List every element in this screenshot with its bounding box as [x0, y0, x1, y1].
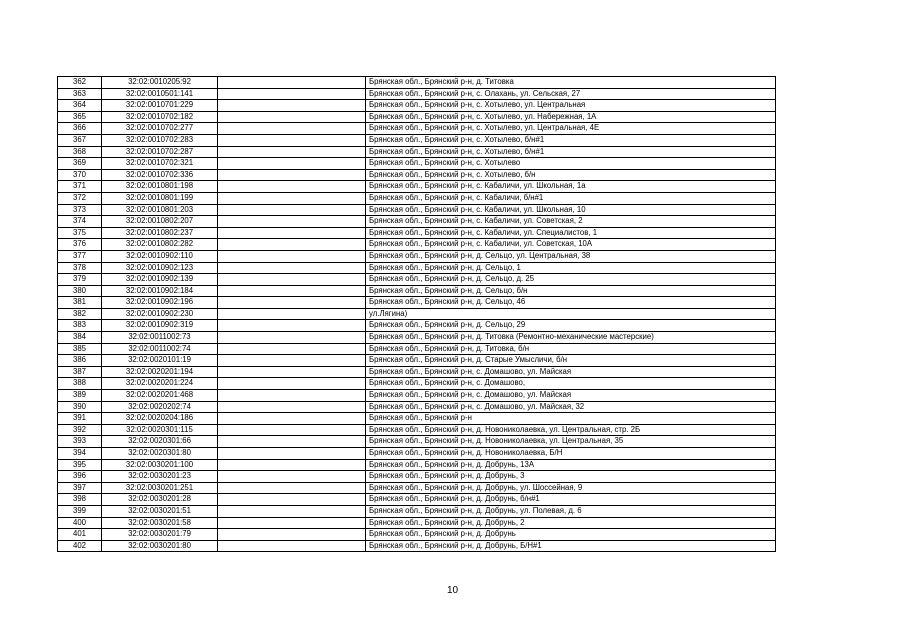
address-cell: Брянская обл., Брянский р-н, д. Сельцо, д. 25: [366, 274, 776, 286]
cadastral-number-cell: 32:02:0010701:229: [102, 100, 218, 112]
table-row: [58, 459, 776, 471]
registry-table: [57, 76, 776, 552]
cadastral-number-cell: 32:02:0030201:51: [102, 505, 218, 517]
table-row: [58, 111, 776, 123]
cadastral-number-cell: 32:02:0010801:199: [102, 192, 218, 204]
table-row: [58, 297, 776, 309]
cadastral-number-cell: 32:02:0010802:282: [102, 239, 218, 251]
address-cell: Брянская обл., Брянский р-н, с. Олахань, ул. Сельская, 27: [366, 88, 776, 100]
empty-cell: [218, 494, 366, 506]
empty-cell: [218, 401, 366, 413]
table-row: [58, 146, 776, 158]
table-row: [58, 192, 776, 204]
row-number-cell: 370: [58, 169, 102, 181]
cadastral-number-cell: 32:02:0010205:92: [102, 77, 218, 89]
row-number-cell: 401: [58, 529, 102, 541]
address-cell: Брянская обл., Брянский р-н, с. Хотылево: [366, 158, 776, 170]
row-number-cell: 378: [58, 262, 102, 274]
address-cell: Брянская обл., Брянский р-н, с. Кабаличи, ул. Специалистов, 1: [366, 227, 776, 239]
address-cell: Брянская обл., Брянский р-н, д. Новониколаевка, Б/Н: [366, 448, 776, 460]
row-number-cell: 362: [58, 77, 102, 89]
address-cell: Брянская обл., Брянский р-н, с. Хотылево, ул. Набережная, 1А: [366, 111, 776, 123]
empty-cell: [218, 332, 366, 344]
cadastral-number-cell: 32:02:0010702:277: [102, 123, 218, 135]
row-number-cell: 387: [58, 366, 102, 378]
row-number-cell: 391: [58, 413, 102, 425]
empty-cell: [218, 181, 366, 193]
empty-cell: [218, 77, 366, 89]
row-number-cell: 381: [58, 297, 102, 309]
table-row: [58, 343, 776, 355]
table-row: [58, 448, 776, 460]
cadastral-number-cell: 32:02:0010501:141: [102, 88, 218, 100]
empty-cell: [218, 413, 366, 425]
table-row: [58, 262, 776, 274]
table-row: [58, 308, 776, 320]
row-number-cell: 400: [58, 517, 102, 529]
address-cell: Брянская обл., Брянский р-н, д. Сельцо, ул. Центральная, 38: [366, 250, 776, 262]
empty-cell: [218, 123, 366, 135]
empty-cell: [218, 436, 366, 448]
row-number-cell: 398: [58, 494, 102, 506]
empty-cell: [218, 540, 366, 552]
address-cell: Брянская обл., Брянский р-н, с. Хотылево, б/н#1: [366, 134, 776, 146]
address-cell: Брянская обл., Брянский р-н, с. Кабаличи, ул. Школьная, 10: [366, 204, 776, 216]
row-number-cell: 384: [58, 332, 102, 344]
empty-cell: [218, 274, 366, 286]
empty-cell: [218, 285, 366, 297]
row-number-cell: 397: [58, 482, 102, 494]
empty-cell: [218, 320, 366, 332]
table-row: [58, 424, 776, 436]
table-row: [58, 123, 776, 135]
empty-cell: [218, 88, 366, 100]
row-number-cell: 399: [58, 505, 102, 517]
cadastral-number-cell: 32:02:0010702:336: [102, 169, 218, 181]
cadastral-number-cell: 32:02:0030201:251: [102, 482, 218, 494]
row-number-cell: 373: [58, 204, 102, 216]
table-row: [58, 529, 776, 541]
row-number-cell: 389: [58, 390, 102, 402]
table-row: [58, 320, 776, 332]
cadastral-number-cell: 32:02:0010902:230: [102, 308, 218, 320]
empty-cell: [218, 529, 366, 541]
row-number-cell: 371: [58, 181, 102, 193]
address-cell: Брянская обл., Брянский р-н, д. Новониколаевка, ул. Центральная, стр. 2Б: [366, 424, 776, 436]
cadastral-number-cell: 32:02:0010702:321: [102, 158, 218, 170]
address-cell: Брянская обл., Брянский р-н, д. Новониколаевка, ул. Центральная, 35: [366, 436, 776, 448]
address-cell: Брянская обл., Брянский р-н, с. Домашово, ул. Майская, 32: [366, 401, 776, 413]
table-row: [58, 482, 776, 494]
table-row: [58, 181, 776, 193]
row-number-cell: 388: [58, 378, 102, 390]
empty-cell: [218, 424, 366, 436]
address-cell: Брянская обл., Брянский р-н, д. Добрунь, 3: [366, 471, 776, 483]
table-row: [58, 413, 776, 425]
address-cell: Брянская обл., Брянский р-н, с. Хотылево, ул. Центральная, 4Е: [366, 123, 776, 135]
row-number-cell: 402: [58, 540, 102, 552]
table-row: [58, 540, 776, 552]
table-row: [58, 158, 776, 170]
cadastral-number-cell: 32:02:0010902:110: [102, 250, 218, 262]
address-cell: ул.Лягина): [366, 308, 776, 320]
address-cell: Брянская обл., Брянский р-н, д. Добрунь, ул. Шоссейная, 9: [366, 482, 776, 494]
empty-cell: [218, 227, 366, 239]
address-cell: Брянская обл., Брянский р-н, д. Добрунь, 13А: [366, 459, 776, 471]
cadastral-number-cell: 32:02:0011002:74: [102, 343, 218, 355]
cadastral-number-cell: 32:02:0010902:319: [102, 320, 218, 332]
empty-cell: [218, 192, 366, 204]
cadastral-number-cell: 32:02:0030201:79: [102, 529, 218, 541]
address-cell: Брянская обл., Брянский р-н, с. Домашово,: [366, 378, 776, 390]
cadastral-number-cell: 32:02:0030201:28: [102, 494, 218, 506]
cadastral-number-cell: 32:02:0030201:100: [102, 459, 218, 471]
address-cell: Брянская обл., Брянский р-н, д. Сельцо, б/н: [366, 285, 776, 297]
address-cell: Брянская обл., Брянский р-н, д. Добрунь: [366, 529, 776, 541]
table-row: [58, 169, 776, 181]
address-cell: Брянская обл., Брянский р-н, д. Добрунь, 2: [366, 517, 776, 529]
table-row: [58, 401, 776, 413]
table-row: [58, 366, 776, 378]
row-number-cell: 386: [58, 355, 102, 367]
cadastral-number-cell: 32:02:0010902:196: [102, 297, 218, 309]
cadastral-number-cell: 32:02:0020301:66: [102, 436, 218, 448]
cadastral-number-cell: 32:02:0010702:182: [102, 111, 218, 123]
empty-cell: [218, 158, 366, 170]
row-number-cell: 372: [58, 192, 102, 204]
page-number: 10: [446, 585, 459, 596]
table-row: [58, 274, 776, 286]
table-row: [58, 204, 776, 216]
address-cell: Брянская обл., Брянский р-н, д. Титовка: [366, 77, 776, 89]
table-row: [58, 436, 776, 448]
address-cell: Брянская обл., Брянский р-н, д. Титовка (Ремонтно-механические мастерские): [366, 332, 776, 344]
table-row: [58, 494, 776, 506]
empty-cell: [218, 216, 366, 228]
row-number-cell: 390: [58, 401, 102, 413]
empty-cell: [218, 390, 366, 402]
address-cell: Брянская обл., Брянский р-н, д. Старые Умысличи, б/н: [366, 355, 776, 367]
address-cell: Брянская обл., Брянский р-н, с. Кабаличи, ул. Советская, 2: [366, 216, 776, 228]
row-number-cell: 382: [58, 308, 102, 320]
cadastral-number-cell: 32:02:0020301:80: [102, 448, 218, 460]
table-row: [58, 239, 776, 251]
table-row: [58, 216, 776, 228]
table-row: [58, 134, 776, 146]
empty-cell: [218, 239, 366, 251]
address-cell: Брянская обл., Брянский р-н, д. Добрунь, Б/Н#1: [366, 540, 776, 552]
empty-cell: [218, 482, 366, 494]
empty-cell: [218, 250, 366, 262]
cadastral-number-cell: 32:02:0020204:186: [102, 413, 218, 425]
address-cell: Брянская обл., Брянский р-н, с. Хотылево, ул. Центральная: [366, 100, 776, 112]
cadastral-number-cell: 32:02:0010702:283: [102, 134, 218, 146]
cadastral-number-cell: 32:02:0020201:224: [102, 378, 218, 390]
empty-cell: [218, 134, 366, 146]
empty-cell: [218, 505, 366, 517]
address-cell: Брянская обл., Брянский р-н, д. Сельцо, 46: [366, 297, 776, 309]
table-row: [58, 250, 776, 262]
row-number-cell: 367: [58, 134, 102, 146]
empty-cell: [218, 297, 366, 309]
row-number-cell: 363: [58, 88, 102, 100]
empty-cell: [218, 146, 366, 158]
empty-cell: [218, 169, 366, 181]
table-row: [58, 378, 776, 390]
cadastral-number-cell: 32:02:0020301:115: [102, 424, 218, 436]
address-cell: Брянская обл., Брянский р-н, с. Домашово, ул. Майская: [366, 366, 776, 378]
empty-cell: [218, 308, 366, 320]
empty-cell: [218, 111, 366, 123]
table-row: [58, 517, 776, 529]
cadastral-number-cell: 32:02:0020101:19: [102, 355, 218, 367]
empty-cell: [218, 448, 366, 460]
empty-cell: [218, 343, 366, 355]
empty-cell: [218, 355, 366, 367]
cadastral-number-cell: 32:02:0010702:287: [102, 146, 218, 158]
row-number-cell: 380: [58, 285, 102, 297]
table-row: [58, 77, 776, 89]
row-number-cell: 377: [58, 250, 102, 262]
table-row: [58, 285, 776, 297]
address-cell: Брянская обл., Брянский р-н, с. Кабаличи, ул. Советская, 10А: [366, 239, 776, 251]
address-cell: Брянская обл., Брянский р-н, с. Кабаличи, ул. Школьная, 1а: [366, 181, 776, 193]
row-number-cell: 379: [58, 274, 102, 286]
row-number-cell: 365: [58, 111, 102, 123]
address-cell: Брянская обл., Брянский р-н, д. Добрунь, б/н#1: [366, 494, 776, 506]
address-cell: Брянская обл., Брянский р-н: [366, 413, 776, 425]
row-number-cell: 375: [58, 227, 102, 239]
empty-cell: [218, 262, 366, 274]
row-number-cell: 394: [58, 448, 102, 460]
address-cell: Брянская обл., Брянский р-н, с. Хотылево, б/н#1: [366, 146, 776, 158]
cadastral-number-cell: 32:02:0010902:184: [102, 285, 218, 297]
address-cell: Брянская обл., Брянский р-н, д. Добрунь, ул. Полевая, д. 6: [366, 505, 776, 517]
row-number-cell: 368: [58, 146, 102, 158]
empty-cell: [218, 378, 366, 390]
table-row: [58, 471, 776, 483]
empty-cell: [218, 517, 366, 529]
table-row: [58, 390, 776, 402]
cadastral-number-cell: 32:02:0030201:23: [102, 471, 218, 483]
cadastral-number-cell: 32:02:0010801:198: [102, 181, 218, 193]
cadastral-number-cell: 32:02:0030201:80: [102, 540, 218, 552]
table-row: [58, 227, 776, 239]
row-number-cell: 374: [58, 216, 102, 228]
row-number-cell: 395: [58, 459, 102, 471]
cadastral-number-cell: 32:02:0010902:123: [102, 262, 218, 274]
row-number-cell: 369: [58, 158, 102, 170]
row-number-cell: 385: [58, 343, 102, 355]
address-cell: Брянская обл., Брянский р-н, с. Кабаличи, б/н#1: [366, 192, 776, 204]
address-cell: Брянская обл., Брянский р-н, д. Сельцо, 29: [366, 320, 776, 332]
row-number-cell: 396: [58, 471, 102, 483]
empty-cell: [218, 459, 366, 471]
cadastral-number-cell: 32:02:0010902:139: [102, 274, 218, 286]
address-cell: Брянская обл., Брянский р-н, д. Титовка, б/н: [366, 343, 776, 355]
registry-table-body: [58, 77, 776, 552]
empty-cell: [218, 366, 366, 378]
row-number-cell: 366: [58, 123, 102, 135]
cadastral-number-cell: 32:02:0010801:203: [102, 204, 218, 216]
empty-cell: [218, 100, 366, 112]
address-cell: Брянская обл., Брянский р-н, с. Домашово, ул. Майская: [366, 390, 776, 402]
table-row: [58, 88, 776, 100]
cadastral-number-cell: 32:02:0010802:207: [102, 216, 218, 228]
row-number-cell: 392: [58, 424, 102, 436]
table-row: [58, 332, 776, 344]
cadastral-number-cell: 32:02:0020201:194: [102, 366, 218, 378]
row-number-cell: 376: [58, 239, 102, 251]
address-cell: Брянская обл., Брянский р-н, с. Хотылево, б/н: [366, 169, 776, 181]
empty-cell: [218, 204, 366, 216]
cadastral-number-cell: 32:02:0010802:237: [102, 227, 218, 239]
cadastral-number-cell: 32:02:0011002:73: [102, 332, 218, 344]
row-number-cell: 393: [58, 436, 102, 448]
cadastral-number-cell: 32:02:0020201:468: [102, 390, 218, 402]
table-row: [58, 505, 776, 517]
row-number-cell: 383: [58, 320, 102, 332]
cadastral-number-cell: 32:02:0030201:58: [102, 517, 218, 529]
table-row: [58, 355, 776, 367]
row-number-cell: 364: [58, 100, 102, 112]
table-row: [58, 100, 776, 112]
cadastral-number-cell: 32:02:0020202:74: [102, 401, 218, 413]
empty-cell: [218, 471, 366, 483]
address-cell: Брянская обл., Брянский р-н, д. Сельцо, 1: [366, 262, 776, 274]
